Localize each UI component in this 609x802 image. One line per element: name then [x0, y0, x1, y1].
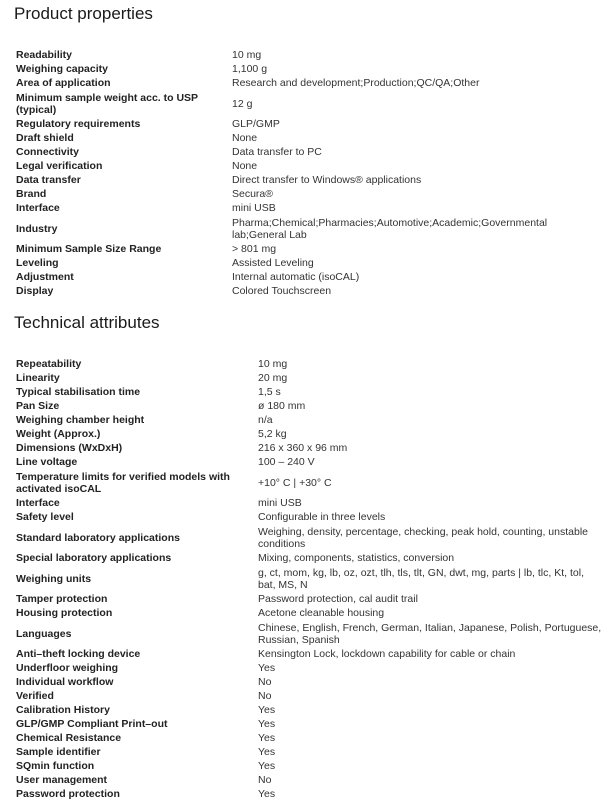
property-value: Weighing, density, percentage, checking, peak hold, counting, unstable conditions [258, 526, 588, 550]
property-value: Yes [258, 732, 276, 745]
property-value: Yes [258, 760, 276, 773]
property-label: Display [16, 285, 54, 298]
property-row [16, 257, 593, 271]
property-label: Brand [16, 188, 47, 201]
property-row [16, 63, 593, 77]
property-value: Yes [258, 746, 276, 759]
section-title-product-properties: Product properties [14, 4, 153, 23]
property-value: 216 x 360 x 96 mm [258, 442, 348, 455]
property-label: Leveling [16, 257, 59, 270]
property-label: User management [16, 774, 108, 787]
property-value: GLP/GMP [232, 118, 280, 131]
property-row [16, 372, 609, 386]
property-label: Weighing chamber height [16, 414, 145, 427]
property-label: Individual workflow [16, 676, 114, 689]
property-value: ø 180 mm [258, 400, 306, 413]
property-value: 1,100 g [232, 63, 268, 76]
property-row [16, 91, 593, 118]
property-value: Direct transfer to Windows® applications [232, 174, 422, 187]
property-value: Chinese, English, French, German, Italian, Japanese, Polish, Portuguese, Russian, Spanish [258, 622, 602, 646]
property-row [16, 132, 593, 146]
property-value: Kensington Lock, lockdown capability for cable or chain [258, 648, 516, 661]
property-label: Minimum Sample Size Range [16, 243, 162, 256]
property-row [16, 607, 609, 621]
property-value: Colored Touchscreen [232, 285, 332, 298]
property-row [16, 732, 609, 746]
property-value: Yes [258, 704, 276, 717]
property-row [16, 202, 593, 216]
property-row [16, 216, 593, 243]
property-label: Pan Size [16, 400, 60, 413]
property-row [16, 285, 593, 299]
property-value: 12 g [232, 97, 253, 110]
property-label: Data transfer [16, 174, 81, 187]
property-value: +10° C | +30° C [258, 476, 332, 489]
property-label: SQmin function [16, 760, 95, 773]
property-value: Research and development;Production;QC/QA;Other [232, 77, 480, 90]
property-row [16, 49, 593, 63]
property-row [16, 621, 609, 648]
property-value: mini USB [232, 202, 276, 215]
property-row [16, 760, 609, 774]
property-value: 5,2 kg [258, 428, 287, 441]
property-label: Dimensions (WxDxH) [16, 442, 123, 455]
property-label: Area of application [16, 77, 111, 90]
property-label: Regulatory requirements [16, 118, 141, 131]
property-row [16, 774, 609, 788]
property-row [16, 456, 609, 470]
property-value: Secura® [232, 188, 274, 201]
property-row [16, 690, 609, 704]
property-label: Repeatability [16, 358, 82, 371]
property-row [16, 428, 609, 442]
property-label: Safety level [16, 511, 74, 524]
property-row [16, 552, 609, 566]
property-row [16, 243, 593, 257]
property-value: Data transfer to PC [232, 146, 322, 159]
technical-attributes-list [16, 358, 609, 802]
property-label: GLP/GMP Compliant Print–out [16, 718, 168, 731]
property-label: Standard laboratory applications [16, 531, 180, 544]
property-row [16, 386, 609, 400]
property-row [16, 358, 609, 372]
property-value: Configurable in three levels [258, 511, 386, 524]
property-label: Draft shield [16, 132, 74, 145]
property-value: Assisted Leveling [232, 257, 314, 270]
property-label: Interface [16, 497, 60, 510]
property-label: Line voltage [16, 456, 78, 469]
property-label: Temperature limits for verified models with activated isoCAL [16, 471, 230, 495]
property-row [16, 414, 609, 428]
property-row [16, 704, 609, 718]
property-value: 1,5 s [258, 386, 281, 399]
property-row [16, 718, 609, 732]
property-row [16, 470, 609, 497]
property-value: No [258, 676, 272, 689]
property-label: Legal verification [16, 160, 103, 173]
property-row [16, 662, 609, 676]
property-label: Typical stabilisation time [16, 386, 141, 399]
property-value: Pharma;Chemical;Pharmacies;Automotive;Academic;Governmental lab;General Lab [232, 217, 548, 241]
property-label: Chemical Resistance [16, 732, 122, 745]
property-row [16, 676, 609, 690]
property-label: Readability [16, 49, 73, 62]
property-value: Internal automatic (isoCAL) [232, 271, 360, 284]
property-row [16, 593, 609, 607]
property-value: Yes [258, 718, 276, 731]
property-label: Minimum sample weight acc. to USP (typical) [16, 92, 198, 116]
property-value: Password protection, cal audit trail [258, 593, 418, 606]
property-label: Linearity [16, 372, 60, 385]
property-value: > 801 mg [232, 243, 277, 256]
property-value: Mixing, components, statistics, conversion [258, 552, 455, 565]
property-label: Sample identifier [16, 746, 101, 759]
property-label: Anti–theft locking device [16, 648, 141, 661]
property-label: Weighing capacity [16, 63, 108, 76]
property-value: 20 mg [258, 372, 288, 385]
property-label: Adjustment [16, 271, 74, 284]
property-label: Underfloor weighing [16, 662, 119, 675]
property-label: Special laboratory applications [16, 552, 172, 565]
property-label: Tamper protection [16, 593, 108, 606]
property-row [16, 511, 609, 525]
property-label: Interface [16, 202, 60, 215]
property-label: Verified [16, 690, 54, 703]
property-row [16, 188, 593, 202]
property-value: mini USB [258, 497, 302, 510]
property-row [16, 442, 609, 456]
property-label: Languages [16, 627, 72, 640]
property-row [16, 497, 609, 511]
property-label: Weighing units [16, 572, 92, 585]
section-title-technical-attributes: Technical attributes [14, 313, 160, 332]
property-value: None [232, 160, 258, 173]
property-row [16, 118, 593, 132]
property-value: 100 – 240 V [258, 456, 315, 469]
property-value: 10 mg [258, 358, 288, 371]
property-row [16, 174, 593, 188]
property-value: n/a [258, 414, 273, 427]
property-value: No [258, 774, 272, 787]
property-label: Password protection [16, 788, 120, 801]
property-row [16, 566, 609, 593]
property-value: g, ct, mom, kg, lb, oz, ozt, tlh, tls, tlt, GN, dwt, mg, parts | lb, tlc, Kt, tol, bat, MS, N [258, 567, 584, 591]
property-value: No [258, 690, 272, 703]
property-value: Yes [258, 662, 276, 675]
property-value: 10 mg [232, 49, 262, 62]
property-label: Housing protection [16, 607, 113, 620]
property-row [16, 400, 609, 414]
property-row [16, 146, 593, 160]
property-row [16, 77, 593, 91]
property-row [16, 788, 609, 802]
property-row [16, 525, 609, 552]
property-label: Calibration History [16, 704, 110, 717]
product-properties-list [16, 49, 593, 299]
property-label: Connectivity [16, 146, 80, 159]
property-value: None [232, 132, 258, 145]
property-label: Industry [16, 222, 58, 235]
property-value: Acetone cleanable housing [258, 607, 385, 620]
property-row [16, 160, 593, 174]
property-value: Yes [258, 788, 276, 801]
property-row [16, 746, 609, 760]
property-row [16, 271, 593, 285]
property-label: Weight (Approx.) [16, 428, 101, 441]
property-row [16, 648, 609, 662]
